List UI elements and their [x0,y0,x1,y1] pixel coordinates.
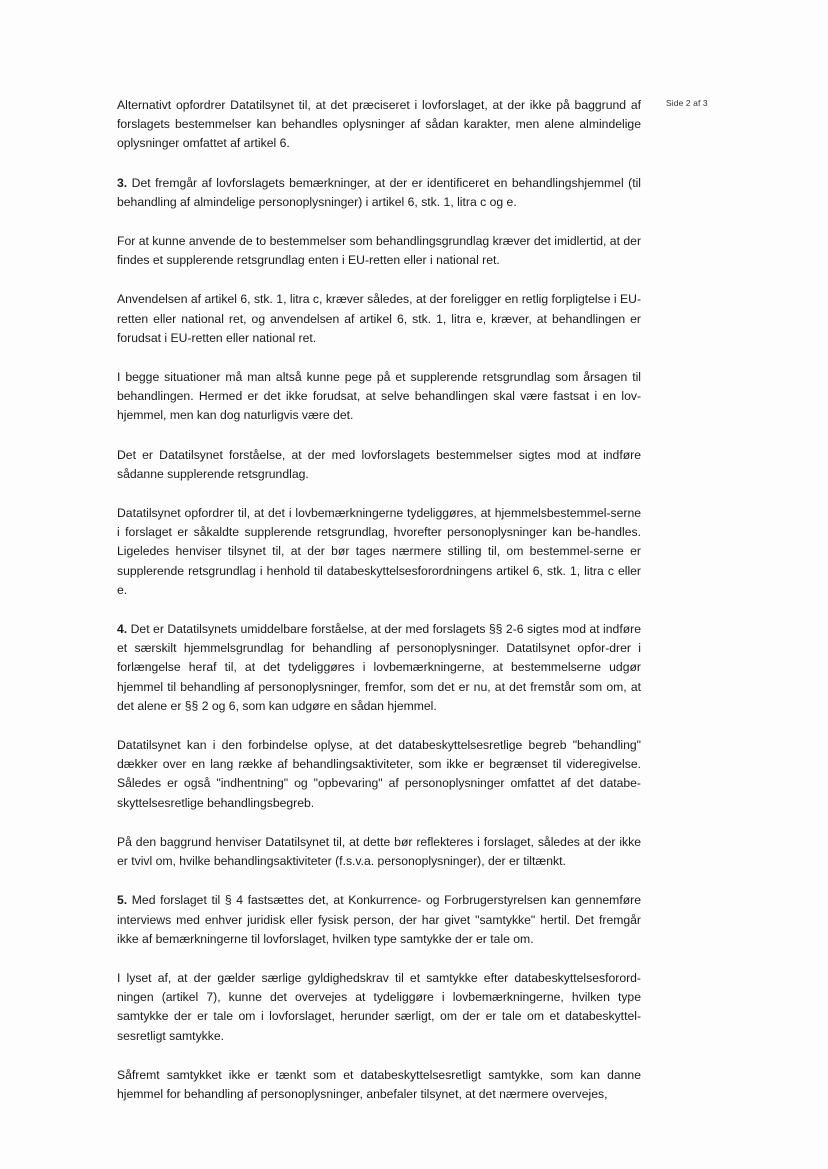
paragraph-text: Det er Datatilsynet forståelse, at der med lovforslagets bestemmelser sigtes mod at indføre sådanne supplerende retsgrundlag. [117,447,641,481]
paragraph-text: I begge situationer må man altså kunne pege på et supplerende retsgrundlag som årsagen til behandlingen. Hermed er det ikke forudsat, at selve behandlingen skal være fastsat i en lov-hjemmel, men kan dog naturligvis være det. [117,370,641,423]
paragraph [117,446,641,484]
paragraph-text: For at kunne anvende de to bestemmelser som behandlingsgrundlag kræver det imidlertid, at der findes et supplerende retsgrundlag enten i EU-retten eller i national ret. [117,234,641,268]
paragraph [117,290,641,348]
paragraph-text: Datatilsynet kan i den forbindelse oplyse, at det databeskyttelsesretlige begreb "behandling" dækker over en lang række af behandlingsaktiviteter, som ikke er begrænset til videregivelse. Således er også "indhentning" og "opbevaring" af personoplysninger omfattet af det databe-skyttelsesretlige behandlingsbegreb. [117,738,641,810]
paragraph [117,891,641,949]
document-body [117,96,641,1124]
paragraph [117,368,641,426]
paragraph-text: Alternativt opfordrer Datatilsynet til, at det præciseret i lovforslaget, at der ikke på baggrund af forslagets bestemmelser kan behandles oplysninger af sådan karakter, men alene almindelige oplysninger omfattet af artikel 6. [117,98,641,151]
paragraph [117,96,641,154]
paragraph [117,969,641,1046]
paragraph-text: Datatilsynet opfordrer til, at det i lovbemærkningerne tydeliggøres, at hjemmelsbestemmel-serne i forslaget er såkaldte supplerende retsgrundlag, hvorefter personoplysninger kan be-handles. Ligeledes henviser tilsynet til, at der bør tages nærmere stilling til, om bestemmel-serne er supplerende retsgrundlag i henhold til databeskyttelsesforordningens artikel 6, stk. 1, litra c eller e. [117,506,641,597]
page-number: Side 2 af 3 [666,98,708,108]
paragraph-text: Det fremgår af lovforslagets bemærkninger, at der er identificeret en behandlingshjemmel (til behandling af almindelige personoplysninger) i artikel 6, stk. 1, litra c og e. [117,175,641,209]
section-number: 3. [117,175,128,190]
paragraph-text: Anvendelsen af artikel 6, stk. 1, litra c, kræver således, at der foreligger en retlig forpligtelse i EU-retten eller national ret, og anvendelsen af artikel 6, stk. 1, litra e, kræver, at behandlingen er forudsat i EU-retten eller national ret. [117,292,641,345]
paragraph [117,833,641,871]
paragraph-text: Det er Datatilsynets umiddelbare forståelse, at der med forslagets §§ 2-6 sigtes mod at indføre et særskilt hjemmelsgrundlag for behandling af personoplysninger. Datatilsynet opfor-drer i forlængelse heraf til, at det tydeliggøres i lovbemærkningerne, at bestemmelserne udgør hjemmel til behandling af personoplysninger, fremfor, som det er nu, at det fremstår som om, at det alene er §§ 2 og 6, som kan udgøre en sådan hjemmel. [117,622,641,713]
paragraph [117,232,641,270]
section-number: 4. [117,622,128,637]
paragraph [117,1066,641,1104]
section-number: 5. [117,893,128,908]
paragraph-text: Med forslaget til § 4 fastsættes det, at Konkurrence- og Forbrugerstyrelsen kan gennemføre interviews med enhver juridisk eller fysisk person, der har givet "samtykke" hertil. Det fremgår ikke af bemærkningerne til lovforslaget, hvilken type samtykke der er tale om. [117,893,641,946]
paragraph-text: På den baggrund henviser Datatilsynet til, at dette bør reflekteres i forslaget, således at der ikke er tvivl om, hvilke behandlingsaktiviteter (f.s.v.a. personoplysninger), der er tiltænkt. [117,834,641,869]
paragraph [117,736,641,813]
paragraph [117,174,641,212]
paragraph [117,620,641,716]
paragraph [117,504,641,600]
paragraph-text: I lyset af, at der gælder særlige gyldighedskrav til et samtykke efter databeskyttelsesforord-ningen (artikel 7), kunne det overvejes at tydeliggøre i lovbemærkningerne, hvilken type samtykke der er tale om i lovforslaget, herunder særligt, om der er tale om et databeskyttel-sesretligt samtykke. [117,970,641,1043]
paragraph-text: Såfremt samtykket ikke er tænkt som et databeskyttelsesretligt samtykke, som kan danne hjemmel for behandling af personoplysninger, anbefaler tilsynet, at det nærmere overvejes, [117,1067,641,1101]
